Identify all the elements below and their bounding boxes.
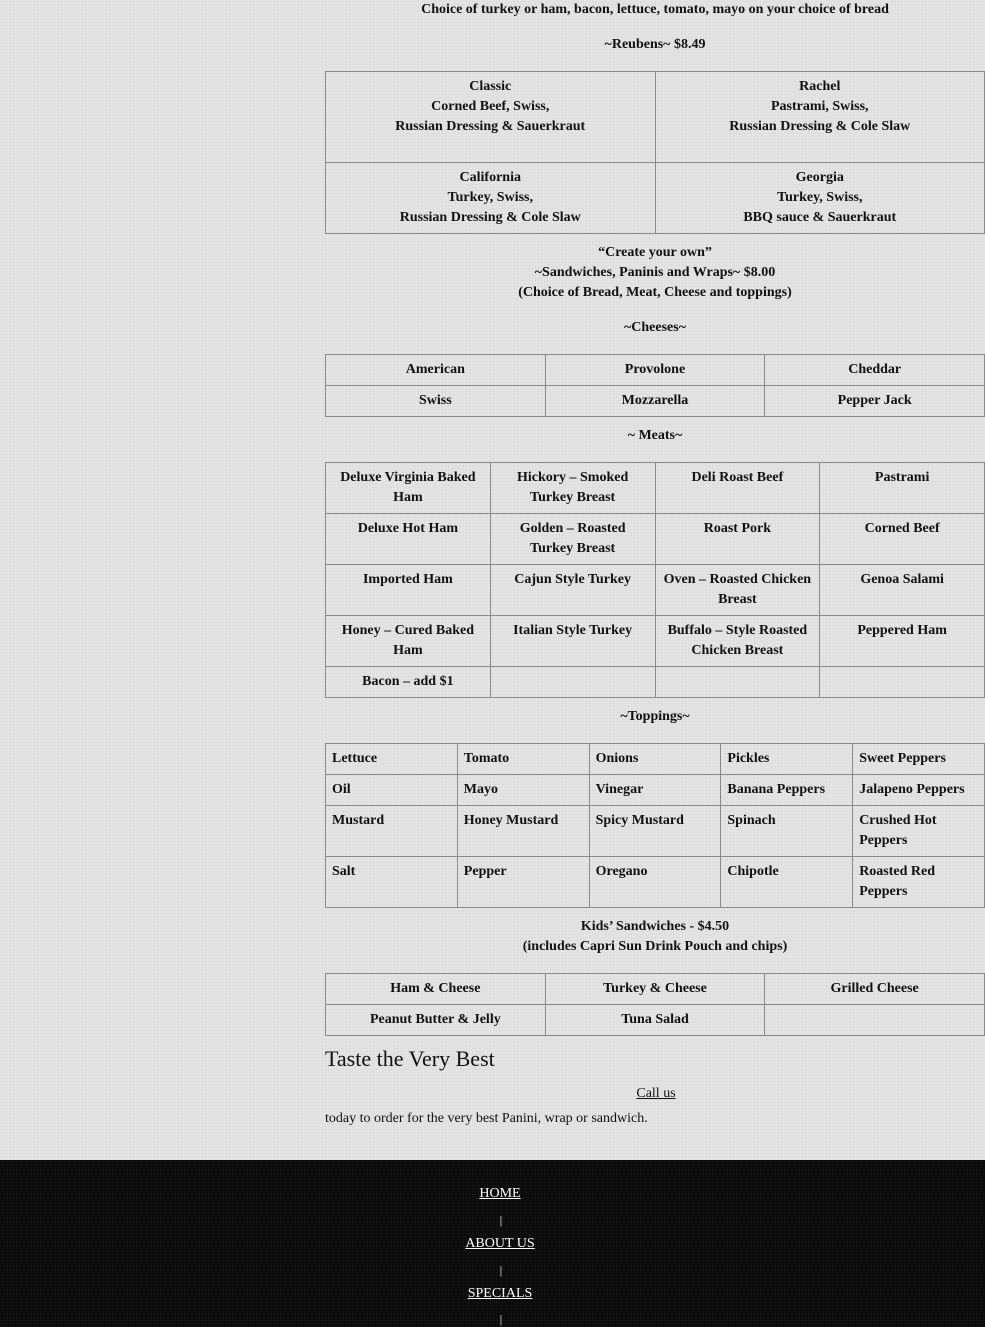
topping-cell: Honey Mustard [457, 806, 589, 857]
nav-home-link[interactable]: HOME [479, 1186, 521, 1201]
cheese-cell: American [326, 355, 546, 386]
reuben-rachel: Rachel Pastrami, Swiss, Russian Dressing & Cole Slaw [655, 72, 985, 163]
topping-cell: Sweet Peppers [853, 744, 985, 775]
meat-cell: Corned Beef [820, 514, 985, 565]
kids-heading: Kids’ Sandwiches - $4.50 (includes Capri Sun Drink Pouch and chips) [522, 919, 788, 954]
topping-cell: Spinach [721, 806, 853, 857]
meat-cell: Oven – Roasted Chicken Breast [655, 565, 820, 616]
meat-cell: Golden – Roasted Turkey Breast [490, 514, 655, 565]
kids-table [325, 973, 985, 1036]
nav-specials-link[interactable]: SPECIALS [467, 1286, 533, 1301]
meat-cell [490, 667, 655, 698]
nav-separator: | [499, 1263, 503, 1277]
cheese-cell: Swiss [326, 386, 546, 417]
topping-cell: Mustard [326, 806, 458, 857]
topping-cell: Vinegar [589, 775, 721, 806]
reuben-georgia: Georgia Turkey, Swiss, BBQ sauce & Sauerkraut [655, 163, 985, 234]
topping-cell: Onions [589, 744, 721, 775]
topping-cell: Jalapeno Peppers [853, 775, 985, 806]
meat-cell: Bacon – add $1 [326, 667, 491, 698]
cheeses-table [325, 354, 985, 417]
meat-cell: Deluxe Virginia Baked Ham [326, 463, 491, 514]
cheese-cell: Pepper Jack [765, 386, 985, 417]
meat-cell: Genoa Salami [820, 565, 985, 616]
topping-cell: Lettuce [326, 744, 458, 775]
topping-cell: Mayo [457, 775, 589, 806]
order-text: today to order for the very best Panini, wrap or sandwich. [325, 1111, 648, 1126]
meat-cell: Imported Ham [326, 565, 491, 616]
topping-cell: Tomato [457, 744, 589, 775]
cheese-cell: Cheddar [765, 355, 985, 386]
topping-cell: Spicy Mustard [589, 806, 721, 857]
topping-cell: Salt [326, 857, 458, 908]
reuben-classic: Classic Corned Beef, Swiss, Russian Dressing & Sauerkraut [326, 72, 656, 163]
meat-cell [820, 667, 985, 698]
meat-cell: Pastrami [820, 463, 985, 514]
reubens-heading: ~Reubens~ $8.49 [604, 37, 706, 52]
kids-cell: Grilled Cheese [765, 974, 985, 1005]
cheeses-heading: ~Cheeses~ [624, 320, 686, 335]
topping-cell: Pickles [721, 744, 853, 775]
topping-cell: Oregano [589, 857, 721, 908]
kids-cell: Peanut Butter & Jelly [326, 1005, 546, 1036]
meat-cell [655, 667, 820, 698]
toppings-heading: ~Toppings~ [620, 709, 690, 724]
reuben-california: California Turkey, Swiss, Russian Dressing & Cole Slaw [326, 163, 656, 234]
meat-cell: Honey – Cured Baked Ham [326, 616, 491, 667]
kids-cell: Turkey & Cheese [545, 974, 765, 1005]
intro-text: Choice of turkey or ham, bacon, lettuce, tomato, mayo on your choice of bread [421, 2, 889, 17]
cheese-cell: Provolone [545, 355, 765, 386]
call-us-row [325, 1084, 985, 1104]
nav-about-link[interactable]: ABOUT US [465, 1236, 535, 1251]
meat-cell: Peppered Ham [820, 616, 985, 667]
toppings-table [325, 743, 985, 908]
meat-cell: Italian Style Turkey [490, 616, 655, 667]
topping-cell: Chipotle [721, 857, 853, 908]
taste-heading: Taste the Very Best [325, 1046, 495, 1071]
topping-cell: Banana Peppers [721, 775, 853, 806]
meat-cell: Cajun Style Turkey [490, 565, 655, 616]
meat-cell: Deluxe Hot Ham [326, 514, 491, 565]
meat-cell: Roast Pork [655, 514, 820, 565]
topping-cell: Crushed Hot Peppers [853, 806, 985, 857]
reubens-table [325, 71, 985, 234]
nav-separator: | [499, 1213, 503, 1227]
cheese-cell: Mozzarella [545, 386, 765, 417]
nav-separator: | [499, 1312, 503, 1326]
topping-cell: Roasted Red Peppers [853, 857, 985, 908]
kids-cell: Tuna Salad [545, 1005, 765, 1036]
footer-nav [0, 1160, 985, 1327]
topping-cell: Oil [326, 775, 458, 806]
call-us-link[interactable]: Call us [636, 1086, 676, 1101]
meats-table [325, 462, 985, 698]
kids-cell: Ham & Cheese [326, 974, 546, 1005]
kids-cell [765, 1005, 985, 1036]
create-your-own: “Create your own” ~Sandwiches, Paninis and Wraps~ $8.00 (Choice of Bread, Meat, Cheese and toppings) [518, 245, 792, 300]
meat-cell: Hickory – Smoked Turkey Breast [490, 463, 655, 514]
meat-cell: Buffalo – Style Roasted Chicken Breast [655, 616, 820, 667]
meats-heading: ~ Meats~ [627, 428, 683, 443]
meat-cell: Deli Roast Beef [655, 463, 820, 514]
topping-cell: Pepper [457, 857, 589, 908]
